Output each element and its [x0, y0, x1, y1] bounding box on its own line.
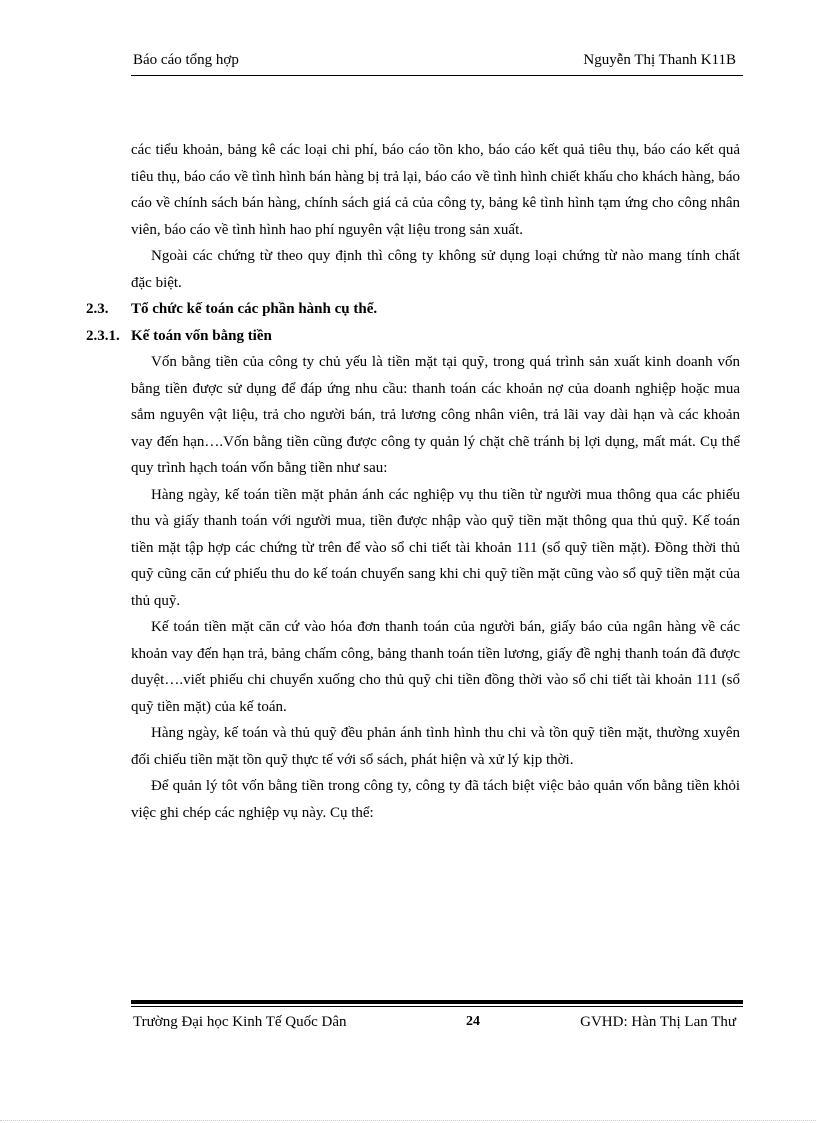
paragraph-4: Hàng ngày, kế toán tiền mặt phản ánh các nghiệp vụ thu tiền từ người mua thông qua các phiếu thu và giấy thanh toán với người mua, tiền được nhập vào quỹ tiền mặt thông qua thủ quỹ. Kế toán tiền mặt tập hợp các chứng từ trên để vào sổ chi tiết tài khoản 111 (sổ quỹ tiền mặt). Đồng thời thủ quỹ cũng căn cứ phiếu thu do kế toán chuyển sang khi chi quỹ tiền mặt cũng vào sổ quỹ tiền mặt của thủ quỹ. — [131, 486, 740, 609]
page-edge — [0, 1120, 816, 1121]
paragraph-3: Vốn bằng tiền của công ty chủ yếu là tiền mặt tại quỹ, trong quá trình sản xuất kinh doanh vốn bằng tiền được sử dụng để đáp ứng nhu cầu: thanh toán các khoản nợ của doanh nghiệp hoặc mua sắm nguyên vật liệu, trả cho người bán, trả lương công nhân viên, trả lãi vay dài hạn và các khoản vay đến hạn….Vốn bằng tiền cũng được công ty quản lý chặt chẽ tránh bị lợi dụng, mất mát. Cụ thể quy trình hạch toán vốn bằng tiền như sau: — [131, 354, 740, 476]
section-heading-2-3-1 — [86, 323, 740, 350]
footer-school: Trường Đại học Kinh Tế Quốc Dân — [133, 1014, 347, 1030]
section-number: 2.3. — [86, 301, 109, 317]
footer-divider-thin — [131, 1006, 743, 1007]
subsection-number: 2.3.1. — [86, 327, 120, 344]
section-heading-2-3 — [86, 296, 740, 323]
paragraph-7: Để quản lý tôt vốn bằng tiền trong công ty, công ty đã tách biệt việc bảo quản vốn bằng tiền khỏi việc ghi chép các nghiệp vụ này. Cụ thể: — [131, 778, 740, 821]
paragraph-1: các tiểu khoản, bảng kê các loại chi phí, báo cáo tồn kho, báo cáo kết quả tiêu thụ, báo cáo kết quả tiêu thụ, báo cáo về tình hình bán hàng bị trả lại, báo cáo về tình hình chiết khấu cho khách hàng, báo cáo về chính sách bán hàng, chính sách giá cả của công ty, bảng kê tình hình tạm ứng cho công nhân viên, báo cáo về tình hình hao phí nguyên vật liệu trong sản xuất. — [131, 142, 740, 238]
header-divider — [131, 75, 743, 76]
header-author: Nguyễn Thị Thanh K11B — [583, 52, 736, 68]
paragraph-5: Kế toán tiền mặt căn cứ vào hóa đơn thanh toán của người bán, giấy báo của ngân hàng về các khoản vay đến hạn trả, bảng chấm công, bảng thanh toán tiền lương, giấy đề nghị thanh toán đã được duyệt….viết phiếu chi chuyển xuống cho thủ quỹ chi tiền đồng thời vào sổ chi tiết tài khoản 111 (sổ quỹ tiền mặt) của kế toán. — [131, 619, 740, 715]
page-footer — [131, 1014, 740, 1034]
footer-supervisor: GVHD: Hàn Thị Lan Thư — [580, 1014, 736, 1030]
page-number: 24 — [466, 1014, 480, 1029]
document-body — [86, 137, 740, 826]
subsection-title: Kế toán vốn bằng tiền — [131, 327, 272, 344]
paragraph-6: Hàng ngày, kế toán và thủ quỹ đều phản ánh tình hình thu chi và tồn quỹ tiền mặt, thường xuyên đối chiếu tiền mặt tồn quỹ thực tế với sổ sách, phát hiện và xử lý kịp thời. — [131, 725, 740, 768]
paragraph-2: Ngoài các chứng từ theo quy định thì công ty không sử dụng loại chứng từ nào mang tính chất đặc biệt. — [131, 248, 740, 291]
section-title: Tổ chức kế toán các phần hành cụ thể. — [131, 301, 378, 317]
footer-divider-thick — [131, 1000, 743, 1004]
page-header — [131, 52, 740, 72]
header-title: Báo cáo tổng hợp — [133, 52, 239, 68]
